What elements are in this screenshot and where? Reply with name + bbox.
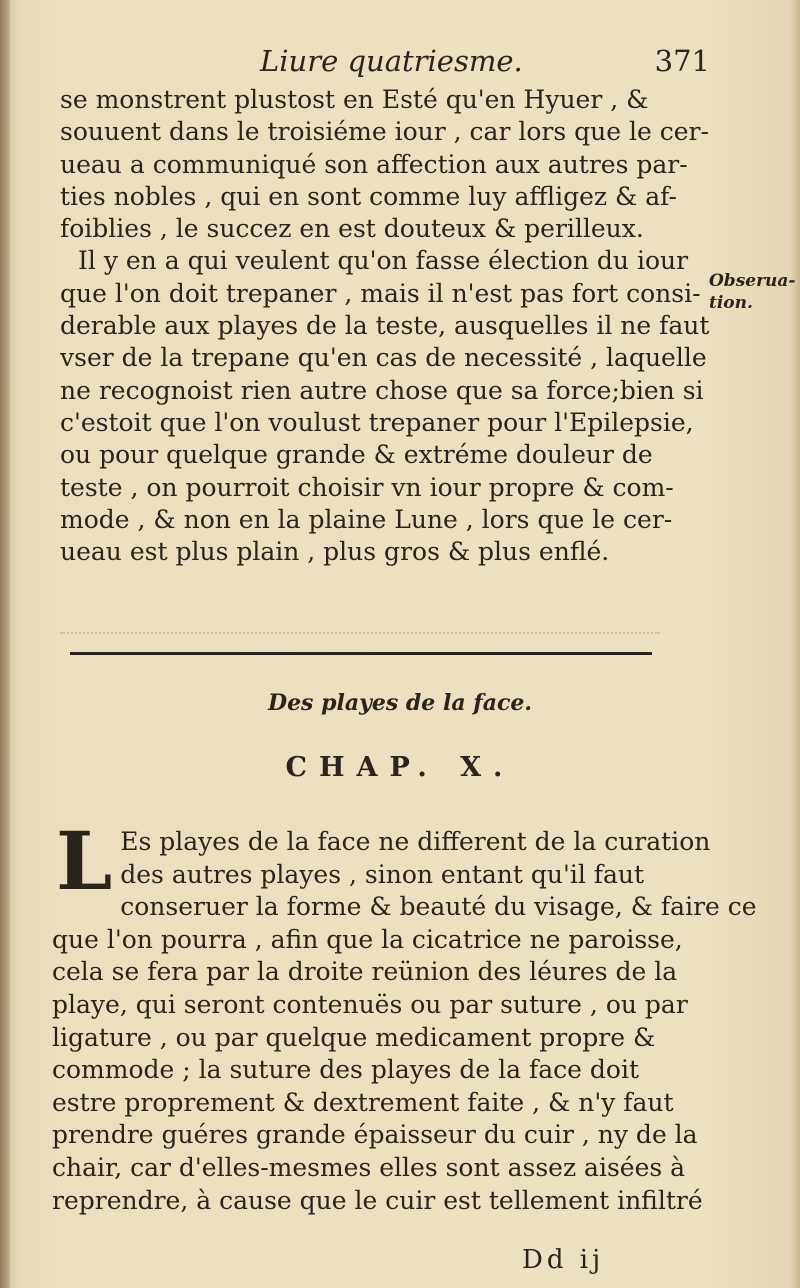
text-line: prendre guéres grande épaisseur du cuir , ny de la (52, 1120, 698, 1150)
text-line: ligature , ou par quelque medicament propre & (52, 1022, 656, 1052)
text-line: estre proprement & dextrement faite , & n'y faut (52, 1087, 674, 1117)
section-title: Des playes de la face. (267, 690, 533, 716)
text-line: souuent dans le troisiéme iour , car lors que le cer- (60, 117, 709, 147)
chapter-heading: CHAP. X. (285, 752, 515, 783)
page-number: 371 (654, 44, 710, 78)
text-line: ueau a communiqué son affection aux autres par- (60, 149, 688, 179)
text-line: que l'on pourra , afin que la cicatrice ne paroisse, (52, 924, 683, 954)
main-text (60, 84, 710, 568)
text-line: chair, car d'elles-mesmes elles sont assez aisées à (52, 1152, 686, 1182)
text-line: c'estoit que l'on voulust trepaner pour l'Epilepsie, (60, 407, 694, 437)
text-line: que l'on doit trepaner , mais il n'est pas fort consi- (60, 278, 701, 308)
text-line: ne recognoist rien autre chose que sa force;bien si (60, 375, 704, 405)
text-line: mode , & non en la plaine Lune , lors que le cer- (60, 504, 673, 534)
book-spine (0, 0, 10, 1288)
text-line: Il y en a qui veulent qu'on fasse élection du iour (78, 246, 689, 276)
margin-note: Obserua-tion. (709, 271, 796, 313)
text-line: se monstrent plustost en Esté qu'en Hyuer , & (60, 85, 649, 114)
text-line: ueau est plus plain , plus gros & plus enflé. (60, 537, 610, 567)
running-head: Liure quatriesme. (260, 44, 523, 78)
drop-cap: L (56, 814, 113, 908)
text-line: teste , on pourroit choisir vn iour propre & com- (60, 472, 674, 502)
text-line: derable aux playes de la teste, ausquelles il ne faut (60, 311, 710, 341)
faded-print-line (60, 632, 660, 644)
text-line: des autres playes , sinon entant qu'il faut (120, 859, 645, 889)
text-line: conseruer la forme & beauté du visage, & faire ce (120, 892, 757, 922)
text-line: foiblies , le succez en est douteux & perilleux. (60, 214, 644, 244)
text-line: cela se fera par la droite reünion des léures de la (52, 957, 678, 987)
text-line: reprendre, à cause que le cuir est tellement infiltré (52, 1185, 703, 1215)
text-line: ou pour quelque grande & extréme douleur de (60, 440, 653, 470)
paragraph-1 (60, 84, 710, 245)
text-line: playe, qui seront contenuës ou par suture , ou par (52, 989, 688, 1019)
text-line: Es playes de la face ne different de la curation (120, 827, 711, 856)
section-divider (70, 652, 652, 655)
text-line: ties nobles , qui en sont comme luy affligez & af- (60, 181, 677, 211)
text-line: commode ; la suture des playes de la face doit (52, 1055, 640, 1085)
page-header (60, 44, 710, 84)
paragraph-2 (60, 245, 710, 568)
chapter-body (52, 814, 757, 1217)
signature-mark: Dd ij (522, 1245, 605, 1275)
text-line: vser de la trepane qu'en cas de necessité , laquelle (60, 343, 707, 373)
